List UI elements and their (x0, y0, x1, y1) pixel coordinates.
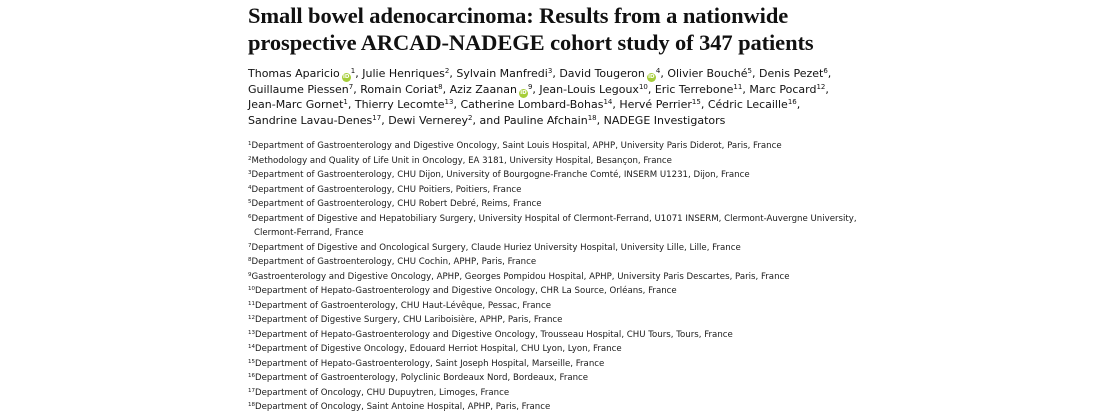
affiliation-marker[interactable]: 16 (787, 98, 797, 106)
affiliation-number: 9 (248, 271, 252, 278)
author-line (248, 113, 1088, 129)
affiliation-number: 17 (248, 387, 255, 394)
author-name-text: Sandrine Lavau-Denes (248, 113, 373, 127)
affiliation-item (248, 183, 1088, 198)
affiliation-text: Department of Hepato-Gastroenterology and Digestive Oncology, Trousseau Hospital, CHU Tours, Tours, France (255, 329, 733, 340)
affiliation-number: 16 (248, 373, 255, 379)
affiliation-list (248, 139, 1088, 415)
affiliation-marker[interactable]: 10 (638, 82, 648, 91)
affiliation-item (248, 386, 1088, 401)
affiliation-marker[interactable]: 8 (438, 82, 443, 91)
author-name-text: Jean-Marc Gornet (248, 98, 344, 111)
author-name-text: Thierry Lecomte (354, 98, 445, 111)
author-name-text: Pauline Afchain (503, 113, 588, 127)
article-title (248, 2, 1088, 56)
affiliation-text: Department of Gastroenterology, CHU Poitiers, Poitiers, France (251, 184, 522, 195)
affiliation-text: Department of Gastroenterology, CHU Robert Debré, Reims, France (251, 199, 542, 209)
affiliation-text: Methodology and Quality of Life Unit in Oncology, EA 3181, University Hospital, Besançon, France (251, 155, 672, 166)
author-line (248, 82, 1088, 98)
affiliation-number: 2 (248, 155, 252, 162)
author-name-text: David Tougeron (559, 67, 645, 80)
affiliation-item (248, 371, 1088, 386)
affiliation-number: 1 (248, 141, 252, 147)
affiliation-text: Gastroenterology and Digestive Oncology, APHP, Georges Pompidou Hospital, APHP, University Paris Descartes, Paris, France (251, 271, 790, 282)
affiliation-marker[interactable]: 17 (372, 113, 382, 122)
orcid-icon[interactable]: iD (648, 74, 655, 80)
affiliation-item (248, 357, 1088, 372)
author-name-text: Marc Pocard (749, 82, 817, 96)
affiliation-text: Clermont-Ferrand, France (254, 228, 364, 238)
affiliation-item (248, 328, 1088, 343)
affiliation-number: 11 (248, 300, 255, 307)
author-line (248, 97, 1088, 113)
author-name-text: Dewi Vernerey (388, 113, 469, 127)
affiliation-item (248, 255, 1088, 270)
affiliation-marker[interactable]: 1 (343, 98, 348, 106)
affiliation-text: Department of Gastroenterology, Polyclinic Bordeaux Nord, Bordeaux, France (255, 373, 589, 383)
author-separator: , (647, 82, 655, 96)
author-separator: , (355, 67, 363, 80)
author-name[interactable] (360, 83, 449, 96)
affiliation-item (248, 284, 1088, 299)
affiliation-text: Department of Hepato-Gastroenterology and Digestive Oncology, CHR La Source, Orléans, France (255, 286, 677, 296)
author-separator: , (751, 67, 759, 80)
author-name[interactable] (655, 83, 749, 96)
author-name[interactable] (456, 67, 559, 80)
affiliation-text: Department of Digestive and Oncological Surgery, Claude Huriez University Hospital, University Lille, Lille, France (251, 242, 741, 253)
affiliation-item (248, 313, 1088, 328)
affiliation-number: 14 (248, 344, 255, 350)
affiliation-text: Department of Oncology, CHU Dupuytren, Limoges, France (255, 387, 510, 398)
orcid-icon[interactable]: iD (520, 89, 527, 96)
affiliation-continuation (248, 226, 1088, 241)
author-name-text: Catherine Lombard-Bohas (460, 98, 604, 111)
author-separator: , (449, 67, 457, 80)
affiliation-marker[interactable]: 4 (655, 67, 661, 75)
author-separator: , (612, 98, 620, 111)
author-name-text: Guillaume Piessen (248, 82, 349, 96)
author-separator: , (796, 98, 801, 111)
affiliation-marker[interactable]: 5 (747, 67, 752, 75)
affiliation-item (248, 212, 1088, 227)
affiliation-marker[interactable]: 1 (350, 67, 356, 75)
affiliation-marker[interactable]: 13 (444, 98, 454, 106)
author-name-text: Sylvain Manfredi (456, 67, 548, 80)
orcid-icon[interactable]: iD (343, 74, 350, 80)
author-name[interactable] (450, 83, 540, 96)
author-name[interactable] (667, 67, 759, 80)
author-name[interactable] (248, 67, 362, 80)
author-separator: , (347, 98, 355, 111)
author-separator: , (552, 67, 560, 80)
affiliation-item (248, 241, 1088, 256)
affiliation-marker[interactable]: 15 (691, 98, 701, 106)
author-name-text: Jean-Louis Legoux (539, 82, 639, 96)
affiliation-marker[interactable]: 14 (603, 98, 613, 106)
article-header (248, 0, 1088, 415)
author-separator: , (827, 67, 832, 80)
author-separator: , (700, 98, 708, 111)
affiliation-number: 13 (248, 329, 255, 336)
author-name[interactable] (248, 114, 388, 127)
affiliation-text: Department of Digestive Oncology, Edouard Herriot Hospital, CHU Lyon, Lyon, France (255, 344, 622, 354)
author-separator: , (742, 82, 750, 96)
affiliation-text: Department of Oncology, Saint Antoine Hospital, APHP, Paris, France (255, 402, 551, 412)
author-name-text: Cédric Lecaille (707, 98, 788, 111)
author-name-text: Denis Pezet (758, 67, 824, 80)
author-name[interactable] (248, 83, 360, 96)
author-name[interactable] (504, 114, 604, 127)
affiliation-text: Department of Gastroenterology, CHU Haut-Lévêque, Pessac, France (255, 300, 551, 311)
affiliation-text: Department of Digestive and Hepatobiliary Surgery, University Hospital of Clermont-Ferrand, U1071 INSERM, Clermont-Auvergne University, (251, 213, 857, 224)
author-separator: , and (472, 113, 504, 127)
author-separator: , (453, 98, 461, 111)
author-separator: , (532, 82, 540, 96)
author-name[interactable] (604, 114, 726, 127)
title-line: Small bowel adenocarcinoma: Results from a nationwide (248, 3, 789, 28)
author-name[interactable] (355, 98, 461, 111)
author-separator: , (825, 82, 829, 96)
author-name-text: NADEGE Investigators (603, 113, 726, 127)
affiliation-item (248, 342, 1088, 357)
affiliation-item (248, 400, 1088, 415)
affiliation-number: 8 (248, 257, 252, 263)
affiliation-marker[interactable]: 2 (444, 67, 450, 75)
affiliation-number: 7 (248, 242, 252, 249)
author-name-text: Romain Coriat (360, 82, 439, 96)
affiliation-item (248, 270, 1088, 285)
affiliation-marker[interactable]: 11 (733, 82, 743, 91)
affiliation-item (248, 154, 1088, 169)
title-line: prospective ARCAD-NADEGE cohort study of 347 patients (248, 30, 814, 55)
author-name[interactable] (708, 98, 800, 111)
author-name[interactable] (619, 98, 707, 111)
author-separator: , (381, 113, 389, 127)
affiliation-text: Department of Digestive Surgery, CHU Lariboisière, APHP, Paris, France (255, 315, 563, 325)
affiliation-number: 3 (248, 170, 252, 176)
affiliation-marker[interactable]: 9 (527, 82, 533, 91)
author-name[interactable] (759, 67, 831, 80)
affiliation-item (248, 197, 1088, 212)
affiliation-marker[interactable]: 7 (348, 82, 354, 91)
affiliation-number: 5 (248, 199, 252, 205)
affiliation-item (248, 299, 1088, 314)
author-name-text: Julie Henriques (362, 67, 445, 80)
author-separator: , (660, 67, 668, 80)
author-separator: , (442, 82, 450, 96)
affiliation-marker[interactable]: 3 (547, 67, 553, 75)
affiliation-marker[interactable]: 2 (468, 113, 473, 122)
affiliation-marker[interactable]: 12 (816, 82, 826, 91)
affiliation-number: 10 (248, 286, 255, 292)
affiliation-number: 18 (248, 402, 255, 408)
author-name-text: Eric Terrebone (654, 82, 734, 96)
author-name[interactable] (539, 83, 654, 96)
affiliation-number: 15 (248, 358, 255, 365)
author-name[interactable] (460, 98, 619, 111)
affiliation-item (248, 168, 1088, 183)
author-line (248, 66, 1088, 82)
author-name-text: Hervé Perrier (619, 98, 692, 111)
affiliation-number: 12 (248, 315, 255, 321)
affiliation-text: Department of Gastroenterology, CHU Cochin, APHP, Paris, France (251, 257, 537, 267)
affiliation-marker[interactable]: 18 (587, 113, 597, 122)
author-name-text: Thomas Aparicio (248, 67, 340, 80)
author-name[interactable] (248, 98, 355, 111)
affiliation-number: 6 (248, 213, 252, 220)
author-name[interactable] (388, 114, 504, 127)
author-name[interactable] (362, 67, 456, 80)
author-name[interactable] (749, 83, 829, 96)
author-name[interactable] (559, 67, 667, 80)
author-separator: , (596, 113, 604, 127)
author-name-text: Aziz Zaanan (449, 82, 517, 96)
author-name-text: Olivier Bouché (667, 67, 748, 80)
affiliation-text: Department of Hepato-Gastroenterology, Saint Joseph Hospital, Marseille, France (255, 358, 605, 369)
author-list (248, 66, 1088, 128)
author-separator: , (353, 82, 361, 96)
affiliation-number: 4 (248, 184, 252, 191)
affiliation-marker[interactable]: 6 (823, 67, 828, 75)
affiliation-item (248, 139, 1088, 154)
affiliation-text: Department of Gastroenterology and Digestive Oncology, Saint Louis Hospital, APHP, University Paris Diderot, Paris, France (251, 141, 782, 151)
affiliation-text: Department of Gastroenterology, CHU Dijon, University of Bourgogne-Franche Comté, INSERM U1231, Dijon, France (251, 170, 750, 180)
